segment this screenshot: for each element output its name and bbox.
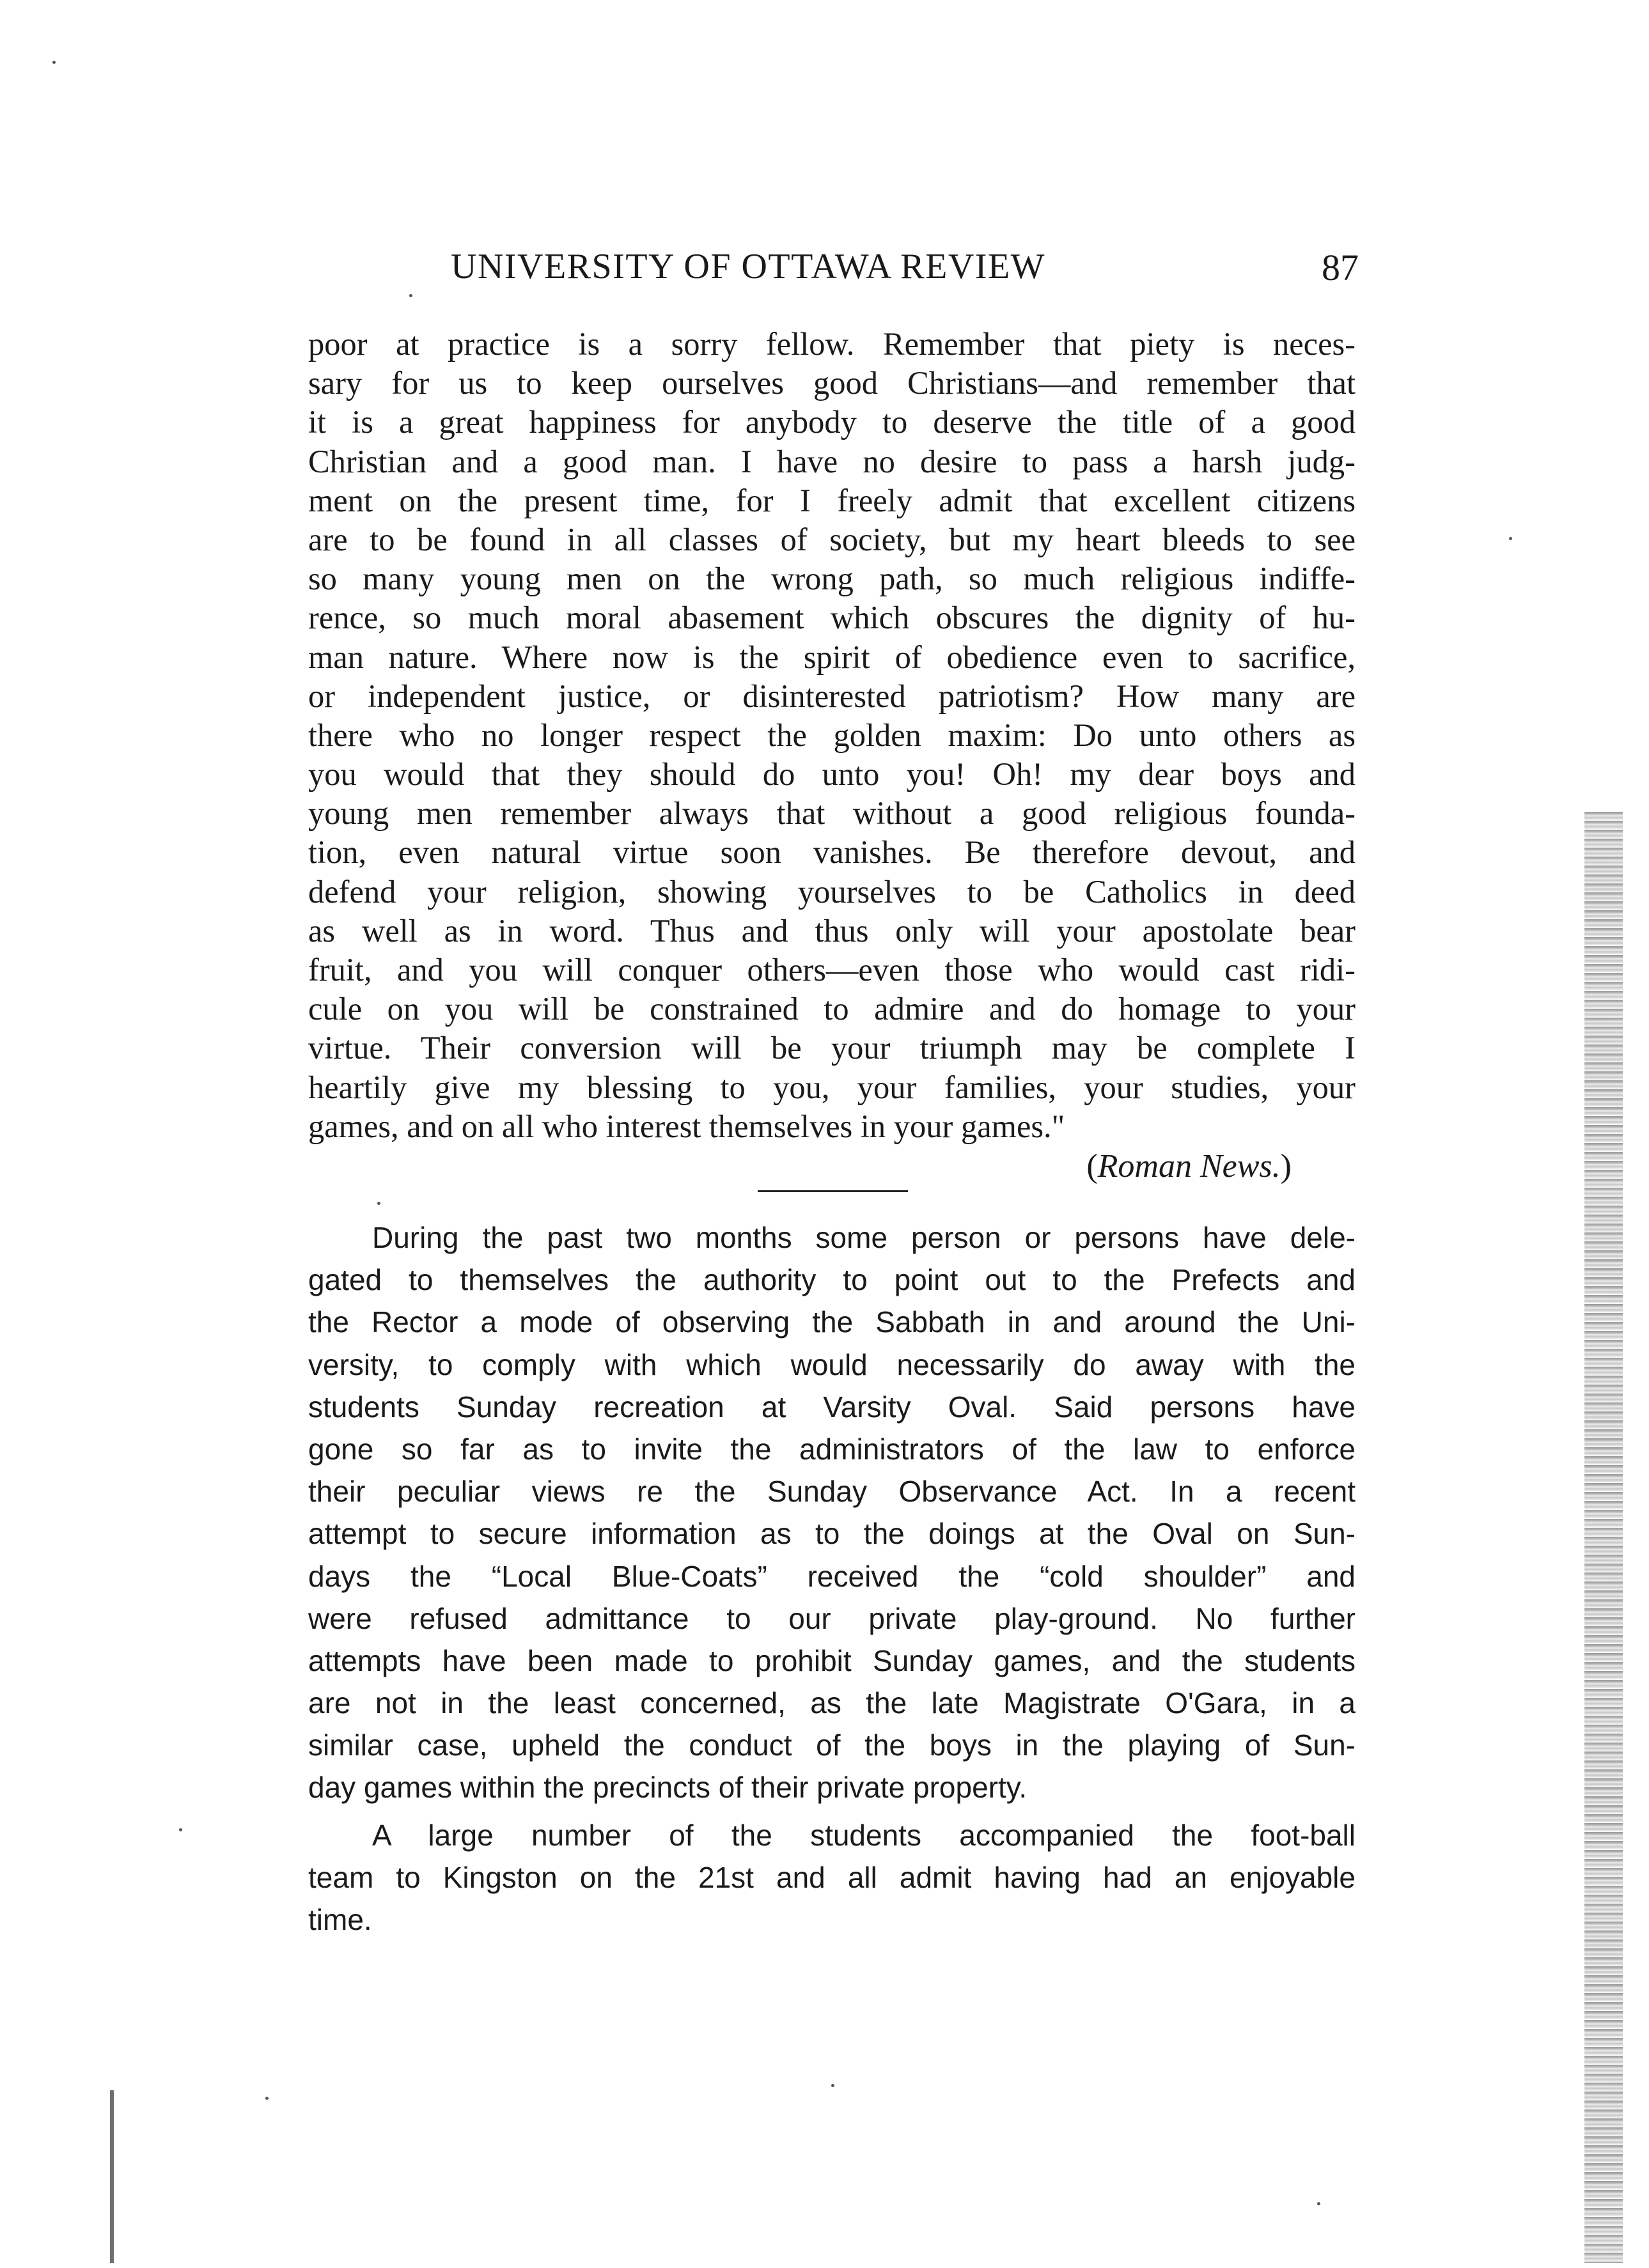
text-line: team to Kingston on the 21st and all admit having had an enjoyable [308,1861,1356,1895]
text-line: were refused admittance to our private play-ground. No further [308,1601,1356,1635]
text-line: so many young men on the wrong path, so much religious indiffe- [308,561,1356,597]
text-line: you would that they should do unto you! Oh! my dear boys and [308,756,1356,793]
text-line: Christian and a good man. I have no desire to pass a harsh judg- [308,443,1356,479]
scan-speck [1317,2202,1320,2205]
text-line: there who no longer respect the golden maxim: Do unto others as [308,717,1356,753]
page-header [451,246,1359,291]
source-open-paren: ( [1086,1148,1098,1184]
text-line: virtue. Their conversion will be your triumph may be complete I [308,1030,1356,1066]
text-line: defend your religion, showing yourselves to be Catholics in deed [308,873,1356,910]
text-line: versity, to comply with which would necessarily do away with the [308,1348,1356,1381]
text-line: are not in the least concerned, as the late Magistrate O'Gara, in a [308,1686,1356,1720]
scan-speck [1509,537,1512,540]
text-line: it is a great happiness for anybody to deserve the title of a good [308,404,1356,440]
text-line: sary for us to keep ourselves good Christians—and remember that [308,365,1356,401]
text-line: tion, even natural virtue soon vanishes. Be therefore devout, and [308,834,1356,871]
scan-edge-left [110,2090,114,2263]
source-attribution [1055,1147,1292,1185]
running-head: UNIVERSITY OF OTTAWA REVIEW [451,247,1046,286]
text-line: or independent justice, or disinterested patriotism? How many are [308,678,1356,714]
text-line: as well as in word. Thus and thus only will your apostolate bear [308,912,1356,949]
text-line: games, and on all who interest themselves in your games." [308,1108,1065,1144]
text-line: days the “Local Blue-Coats” received the “cold shoulder” and [308,1559,1356,1593]
section-divider [758,1190,908,1192]
text-line: cule on you will be constrained to admire and do homage to your [308,991,1356,1027]
text-line: heartily give my blessing to you, your families, your studies, your [308,1069,1356,1105]
scan-edge-right [1584,812,1623,2263]
paragraph-1 [308,325,1356,1146]
text-line: fruit, and you will conquer others—even those who would cast ridi- [308,952,1356,988]
text-line: attempt to secure information as to the doings at the Oval on Sun- [308,1517,1356,1551]
scan-speck [377,1202,380,1205]
text-line: gated to themselves the authority to point out to the Prefects and [308,1263,1356,1297]
text-line: are to be found in all classes of society, but my heart bleeds to see [308,521,1356,557]
text-line: rence, so much moral abasement which obscures the dignity of hu- [308,600,1356,636]
text-line: During the past two months some person or persons have dele- [372,1221,1356,1254]
paragraph-2 [308,1216,1356,1809]
page-number: 87 [1322,247,1359,288]
text-line: ment on the present time, for I freely admit that excellent citizens [308,482,1356,518]
scan-speck [265,2097,269,2100]
scan-speck [52,61,56,64]
text-line: day games within the precincts of their private property. [308,1771,1028,1805]
scan-speck [409,294,412,297]
scan-speck [179,1828,182,1831]
text-line: similar case, upheld the conduct of the boys in the playing of Sun- [308,1728,1356,1762]
text-line: gone so far as to invite the administrators of the law to enforce [308,1432,1356,1466]
source-close-paren: ) [1280,1148,1292,1184]
text-line: the Rector a mode of observing the Sabbath in and around the Uni- [308,1305,1356,1339]
text-line: poor at practice is a sorry fellow. Remember that piety is neces- [308,326,1356,362]
text-line: students Sunday recreation at Varsity Oval. Said persons have [308,1390,1356,1424]
text-line: young men remember always that without a good religious founda- [308,795,1356,832]
paragraph-3 [308,1814,1356,1941]
text-line: A large number of the students accompanied the foot-ball [372,1819,1356,1852]
text-line: attempts have been made to prohibit Sunday games, and the students [308,1643,1356,1677]
source-name: Roman News. [1097,1148,1281,1184]
text-line: time. [308,1903,372,1937]
text-line: their peculiar views re the Sunday Observance Act. In a recent [308,1475,1356,1509]
text-line: man nature. Where now is the spirit of obedience even to sacrifice, [308,639,1356,675]
scan-speck [831,2084,834,2087]
